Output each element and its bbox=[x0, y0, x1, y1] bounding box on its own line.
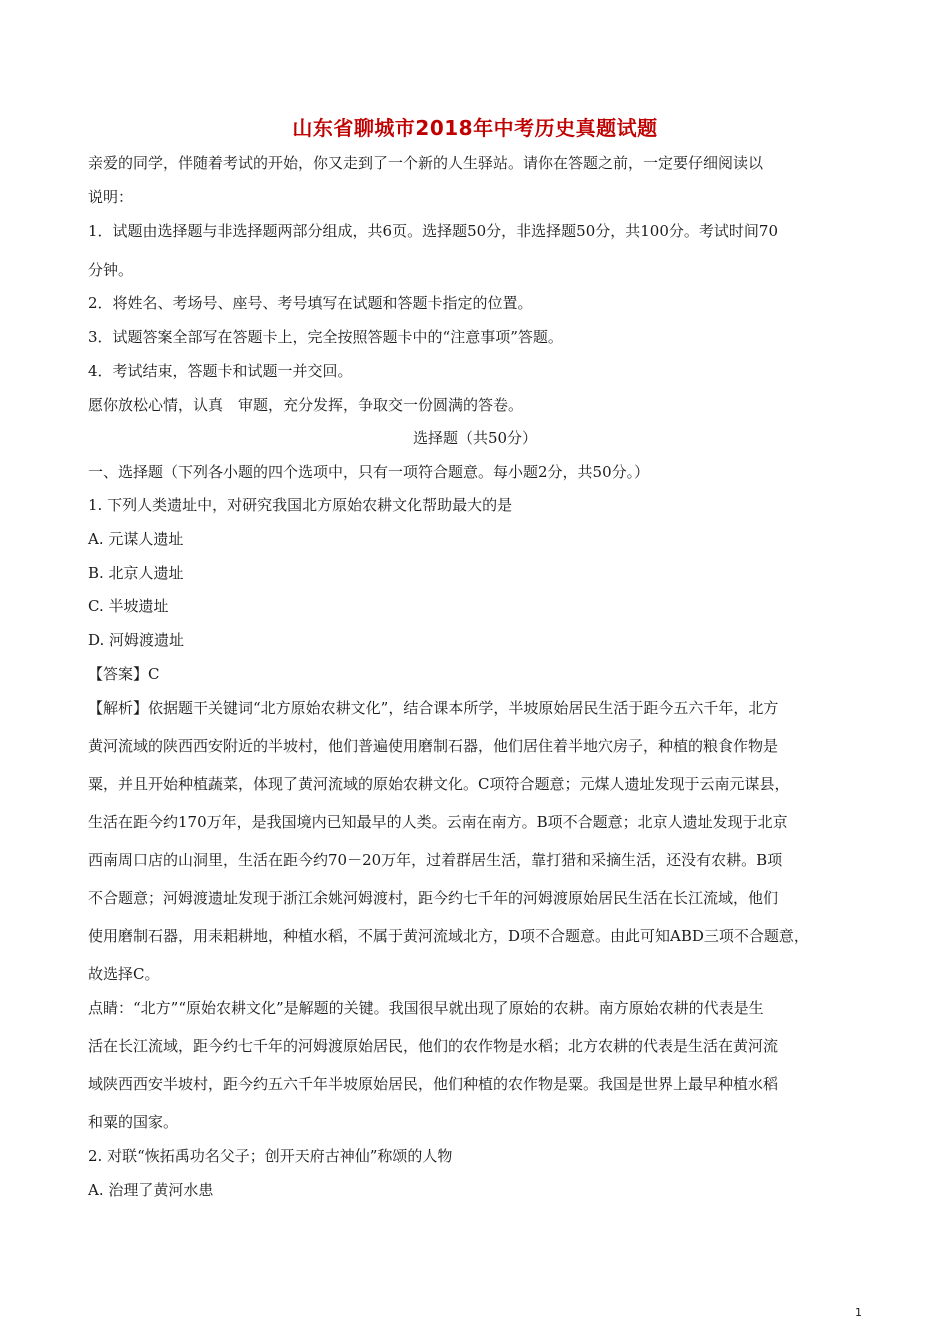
option-b: B. 北京人遗址 bbox=[88, 564, 184, 582]
comment-line: 活在长江流域，距今约七千年的河姆渡原始居民，他们的农作物是水稻；北方农耕的代表是生活在黄河流 bbox=[88, 1037, 779, 1055]
option-c: C. 半坡遗址 bbox=[88, 597, 169, 615]
instruction-item: 3．试题答案全部写在答题卡上，完全按照答题卡中的“注意事项”答题。 bbox=[88, 328, 563, 346]
intro-line: 亲爱的同学，伴随着考试的开始，你又走到了一个新的人生驿站。请你在答题之前，一定要仔细阅读以 bbox=[88, 154, 764, 172]
question-stem: 2. 对联“恢拓禹功名父子；创开天府古神仙”称颂的人物 bbox=[88, 1147, 453, 1165]
analysis-line: 不合题意；河姆渡遗址发现于浙江余姚河姆渡村，距今约七千年的河姆渡原始居民生活在长江流域，他们 bbox=[88, 889, 779, 907]
answer: 【答案】C bbox=[88, 665, 160, 683]
analysis-line: 黄河流域的陕西西安附近的半坡村，他们普遍使用磨制石器，他们居住着半地穴房子，种植的粮食作物是 bbox=[88, 737, 779, 755]
analysis-line: 故选择C。 bbox=[88, 965, 160, 983]
intro-line: 说明： bbox=[88, 188, 134, 206]
analysis-line: 【解析】依据题干关键词“北方原始农耕文化”，结合课本所学，半坡原始居民生活于距今五六千年，北方 bbox=[88, 699, 779, 717]
option-a: A. 治理了黄河水患 bbox=[88, 1181, 214, 1199]
part-heading: 一、选择题（下列各小题的四个选项中，只有一项符合题意。每小题2分，共50分。） bbox=[88, 463, 650, 481]
page-number: 1 bbox=[855, 1306, 862, 1319]
closing-wish: 愿你放松心情，认真 审题，充分发挥，争取交一份圆满的答卷。 bbox=[88, 396, 524, 414]
analysis-line: 生活在距今约170万年，是我国境内已知最早的人类。云南在南方。B项不合题意；北京人遗址发现于北京 bbox=[88, 813, 788, 831]
instruction-item: 分钟。 bbox=[88, 261, 134, 279]
option-d: D. 河姆渡遗址 bbox=[88, 631, 185, 649]
analysis-line: 使用磨制石器，用耒耜耕地，种植水稻，不属于黄河流域北方，D项不合题意。由此可知ABD三项不合题意， bbox=[88, 927, 809, 945]
instruction-item: 2．将姓名、考场号、座号、考号填写在试题和答题卡指定的位置。 bbox=[88, 294, 533, 312]
option-a: A. 元谋人遗址 bbox=[88, 530, 184, 548]
instruction-item: 1．试题由选择题与非选择题两部分组成，共6页。选择题50分，非选择题50分，共100分。考试时间70 bbox=[88, 222, 778, 240]
comment-line: 点睛：“北方”“原始农耕文化”是解题的关键。我国很早就出现了原始的农耕。南方原始农耕的代表是生 bbox=[88, 999, 764, 1017]
instruction-item: 4．考试结束，答题卡和试题一并交回。 bbox=[88, 362, 353, 380]
comment-line: 域陕西西安半坡村，距今约五六千年半坡原始居民，他们种植的农作物是粟。我国是世界上最早种植水稻 bbox=[88, 1075, 779, 1093]
comment-line: 和粟的国家。 bbox=[88, 1113, 179, 1131]
page-title: 山东省聊城市2018年中考历史真题试题 bbox=[292, 116, 658, 140]
analysis-line: 粟，并且开始种植蔬菜，体现了黄河流域的原始农耕文化。C项符合题意；元煤人遗址发现于云南元谋县， bbox=[88, 775, 790, 793]
question-stem: 1. 下列人类遗址中，对研究我国北方原始农耕文化帮助最大的是 bbox=[88, 496, 513, 514]
analysis-line: 西南周口店的山洞里，生活在距今约70－20万年，过着群居生活，靠打猎和采摘生活，还没有农耕。B项 bbox=[88, 851, 783, 869]
section-heading: 选择题（共50分） bbox=[412, 429, 538, 447]
